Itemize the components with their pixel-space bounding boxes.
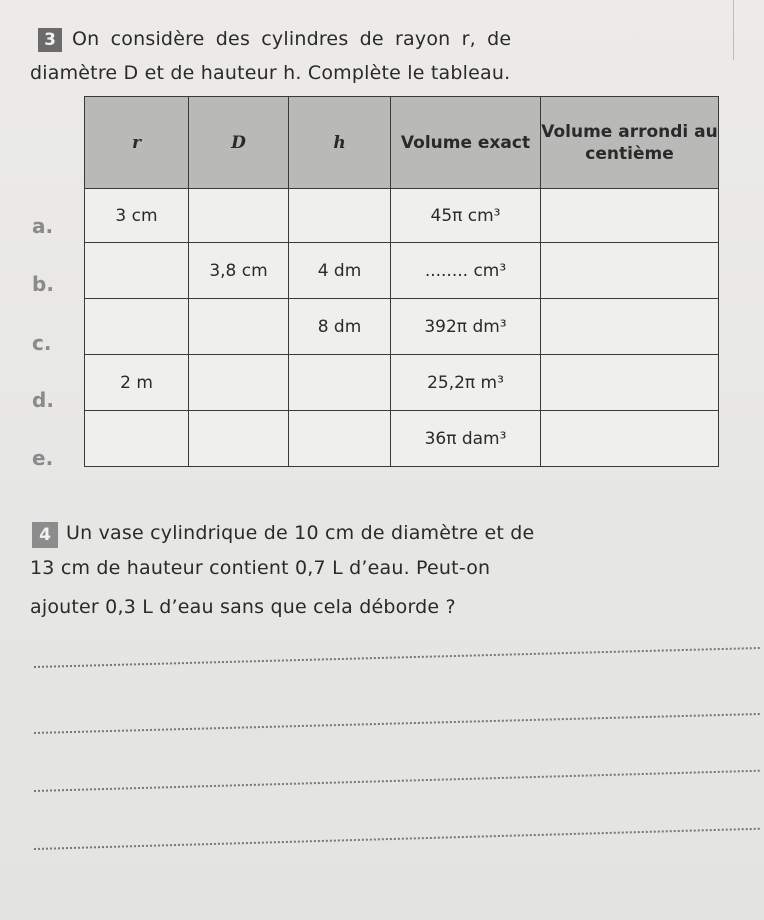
table-row xyxy=(85,243,719,299)
exercise-4-line-1 xyxy=(66,522,534,544)
row-label-d: d. xyxy=(32,388,54,412)
answer-line[interactable] xyxy=(34,828,760,850)
header-volume-exact: Volume exact xyxy=(391,97,541,189)
row-label-b: b. xyxy=(32,272,54,296)
cylinder-table xyxy=(84,96,719,467)
cell-d-volume-exact: 25,2π m³ xyxy=(391,355,541,411)
exercise-4-line-3-text: ajouter 0,3 L d’eau sans que cela déborde ? xyxy=(30,596,456,618)
table-row xyxy=(85,355,719,411)
cell-a-r[interactable]: 3 cm xyxy=(85,189,189,243)
cell-a-d[interactable] xyxy=(189,189,289,243)
cell-d-r: 2 m xyxy=(85,355,189,411)
cell-d-volume-rounded[interactable] xyxy=(541,355,719,411)
cell-a-h[interactable] xyxy=(289,189,391,243)
cell-c-d[interactable] xyxy=(189,299,289,355)
cell-c-volume-exact: 392π dm³ xyxy=(391,299,541,355)
table-header-row xyxy=(85,97,719,189)
cell-c-h: 8 dm xyxy=(289,299,391,355)
table-row xyxy=(85,411,719,467)
cell-b-d: 3,8 cm xyxy=(189,243,289,299)
cell-b-volume-rounded[interactable] xyxy=(541,243,719,299)
cell-e-h[interactable] xyxy=(289,411,391,467)
exercise-4-line-3 xyxy=(30,596,456,618)
cell-c-volume-rounded[interactable] xyxy=(541,299,719,355)
row-label-a: a. xyxy=(32,214,54,238)
cell-e-volume-rounded[interactable] xyxy=(541,411,719,467)
exercise-3-line-2 xyxy=(30,62,510,84)
cell-a-volume-exact: 45π cm³ xyxy=(391,189,541,243)
exercise-3-line-1 xyxy=(72,28,511,50)
cell-e-r[interactable] xyxy=(85,411,189,467)
cell-b-r[interactable] xyxy=(85,243,189,299)
exercise-3-badge: 3 xyxy=(38,28,62,52)
table-row xyxy=(85,299,719,355)
exercise-4-badge: 4 xyxy=(32,522,58,548)
cell-d-h[interactable] xyxy=(289,355,391,411)
exercise-4-line-2 xyxy=(30,557,490,579)
answer-line[interactable] xyxy=(34,770,760,792)
cell-e-volume-exact: 36π dam³ xyxy=(391,411,541,467)
row-label-c: c. xyxy=(32,331,52,355)
exercise-3-line-1-text: On considère des cylindres de rayon r, de xyxy=(72,28,512,50)
table-row xyxy=(85,189,719,243)
header-volume-rounded: Volume arrondi au centième xyxy=(541,97,719,189)
cell-c-r[interactable] xyxy=(85,299,189,355)
exercise-3-line-2-text: diamètre D et de hauteur h. Complète le tableau. xyxy=(30,62,511,84)
cell-b-h: 4 dm xyxy=(289,243,391,299)
exercise-4-line-2-text: 13 cm de hauteur contient 0,7 L d’eau. Peut-on xyxy=(30,557,491,579)
answer-line[interactable] xyxy=(34,647,760,668)
header-h: h xyxy=(289,97,391,189)
cell-a-volume-rounded[interactable] xyxy=(541,189,719,243)
cell-b-volume-exact[interactable]: ........ cm³ xyxy=(391,243,541,299)
row-label-e: e. xyxy=(32,446,54,470)
answer-line[interactable] xyxy=(34,713,760,734)
page-corner-mark xyxy=(733,0,764,60)
header-r: r xyxy=(85,97,189,189)
cell-d-d[interactable] xyxy=(189,355,289,411)
header-d: D xyxy=(189,97,289,189)
exercise-4-line-1-text: Un vase cylindrique de 10 cm de diamètre et de xyxy=(66,522,535,544)
cell-e-d[interactable] xyxy=(189,411,289,467)
